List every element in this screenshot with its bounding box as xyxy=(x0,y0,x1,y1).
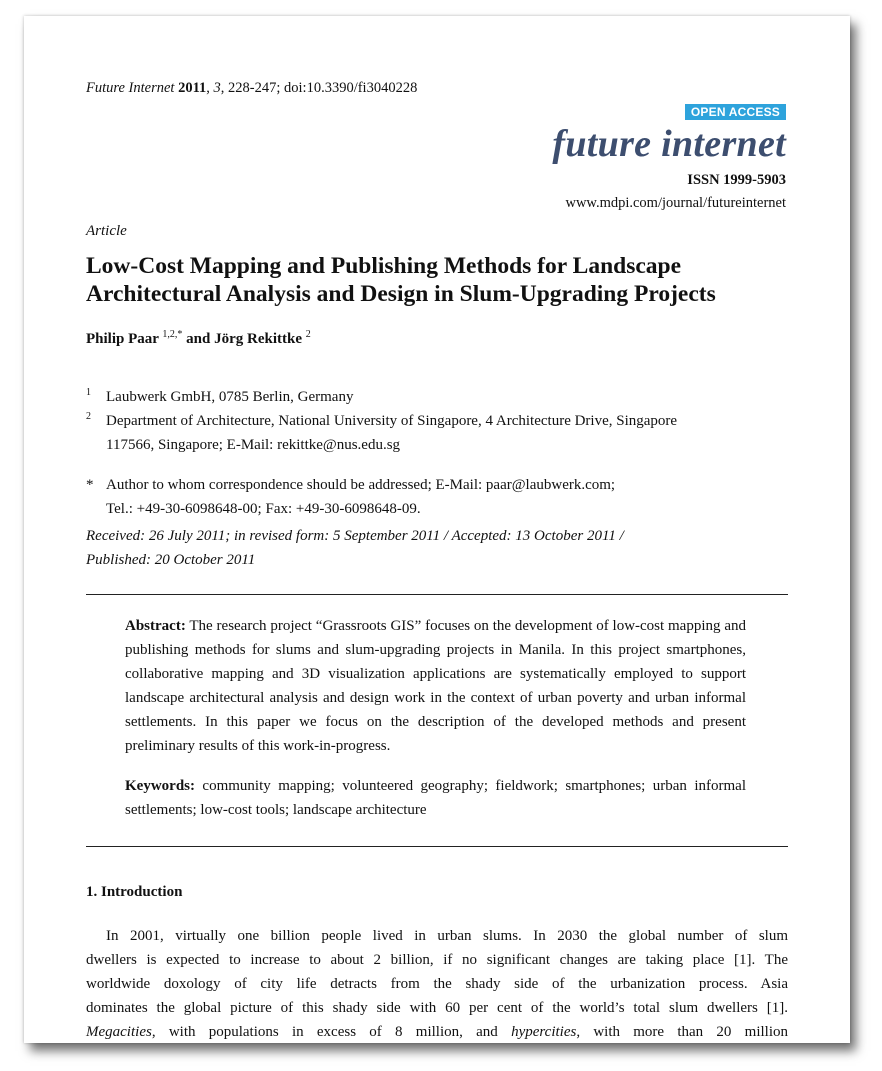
affiliation-1 xyxy=(86,385,786,409)
affiliation-number: 1 xyxy=(86,387,91,398)
intro-line-1: In 2001, virtually one billion people lived in urban slums. In 2030 the global number of slum xyxy=(106,928,788,944)
abstract-text: The research project “Grassroots GIS” focuses on the development of low-cost mapping and publishing methods for slums and slum-upgrading projects in Manila. In this project smartphones, collaborative mapping and 3D visualization applications are systematically employed to support landscape architectural analysis and design work in the context of urban poverty and urban informal settlements. In this paper we focus on the description of the developed methods and present preliminary results of this work-in-progress. xyxy=(125,618,746,754)
intro-paragraph xyxy=(86,924,788,1043)
section-heading: 1. Introduction xyxy=(86,884,183,900)
abstract-label: Abstract: xyxy=(125,618,186,634)
author-2: Jörg Rekittke xyxy=(214,331,302,347)
intro-line-5-mid: , with populations in excess of 8 million, and xyxy=(151,1024,512,1040)
author-2-affiliation: 2 xyxy=(305,329,311,340)
paper-page xyxy=(24,16,850,1043)
issn: ISSN 1999-5903 xyxy=(687,172,786,188)
affiliation-text: Laubwerk GmbH, 0785 Berlin, Germany xyxy=(106,389,354,405)
author-1: Philip Paar xyxy=(86,331,159,347)
affiliation-text: Department of Architecture, National University of Singapore, 4 Architecture Drive, Singapore xyxy=(106,413,678,429)
citation-journal: Future Internet xyxy=(86,80,175,96)
author-list xyxy=(86,329,311,348)
title-line-1: Low-Cost Mapping and Publishing Methods for Landscape xyxy=(86,253,682,279)
citation-year: 2011 xyxy=(178,80,207,96)
intro-line-5 xyxy=(86,1020,788,1043)
term-megacities: Megacities xyxy=(86,1024,152,1040)
intro-line-3: worldwide doxology of city life detracts from the shady side of the urbanization process. Asia xyxy=(86,976,788,992)
affiliation-number: 2 xyxy=(86,411,91,422)
publication-dates xyxy=(86,524,806,572)
correspondence-text: Author to whom correspondence should be addressed; E-Mail: paar@laubwerk.com; xyxy=(106,477,616,493)
correspondence-text-cont: Tel.: +49-30-6098648-00; Fax: +49-30-6098648-09. xyxy=(106,501,421,517)
affiliation-text-cont: 117566, Singapore; E-Mail: rekittke@nus.edu.sg xyxy=(106,437,401,453)
correspondence-mark: * xyxy=(86,477,94,493)
correspondence-note xyxy=(86,473,786,521)
intro-line-2: dwellers is expected to increase to about 2 billion, if no significant changes are taking place [1]. The xyxy=(86,952,788,968)
divider-top xyxy=(86,594,788,595)
dates-line-1: Received: 26 July 2011; in revised form: 5 September 2011 / Accepted: 13 October 2011 / xyxy=(86,528,624,544)
citation-volume: 3 xyxy=(213,80,221,96)
term-hypercities: hypercities xyxy=(511,1024,577,1040)
citation-rest: , 228-247; doi:10.3390/fi3040228 xyxy=(220,80,418,96)
journal-name: future internet xyxy=(552,123,786,165)
divider-bottom xyxy=(86,846,788,847)
affiliation-2 xyxy=(86,409,786,457)
abstract xyxy=(125,614,746,758)
author-1-affiliation: 1,2,* xyxy=(162,329,183,340)
keywords xyxy=(125,774,746,822)
intro-line-4: dominates the global picture of this shady side with 60 per cent of the world’s total slum dwellers [1]. xyxy=(86,1000,788,1016)
article-type: Article xyxy=(86,223,127,239)
paper-title xyxy=(86,252,806,308)
keywords-text: community mapping; volunteered geography; fieldwork; smartphones; urban informal settlements; low-cost tools; landscape architecture xyxy=(125,778,746,818)
open-access-badge: OPEN ACCESS xyxy=(685,104,786,120)
intro-line-5-end: , with more than 20 million xyxy=(576,1024,788,1040)
journal-url[interactable]: www.mdpi.com/journal/futureinternet xyxy=(565,195,786,211)
title-line-2: Architectural Analysis and Design in Slum-Upgrading Projects xyxy=(86,281,716,307)
citation-line: Future Internet 2011, 3, 228-247; doi:10.3390/fi3040228 xyxy=(86,80,418,96)
author-connector: and xyxy=(182,331,215,347)
keywords-label: Keywords: xyxy=(125,778,195,794)
dates-line-2: Published: 20 October 2011 xyxy=(86,552,256,568)
